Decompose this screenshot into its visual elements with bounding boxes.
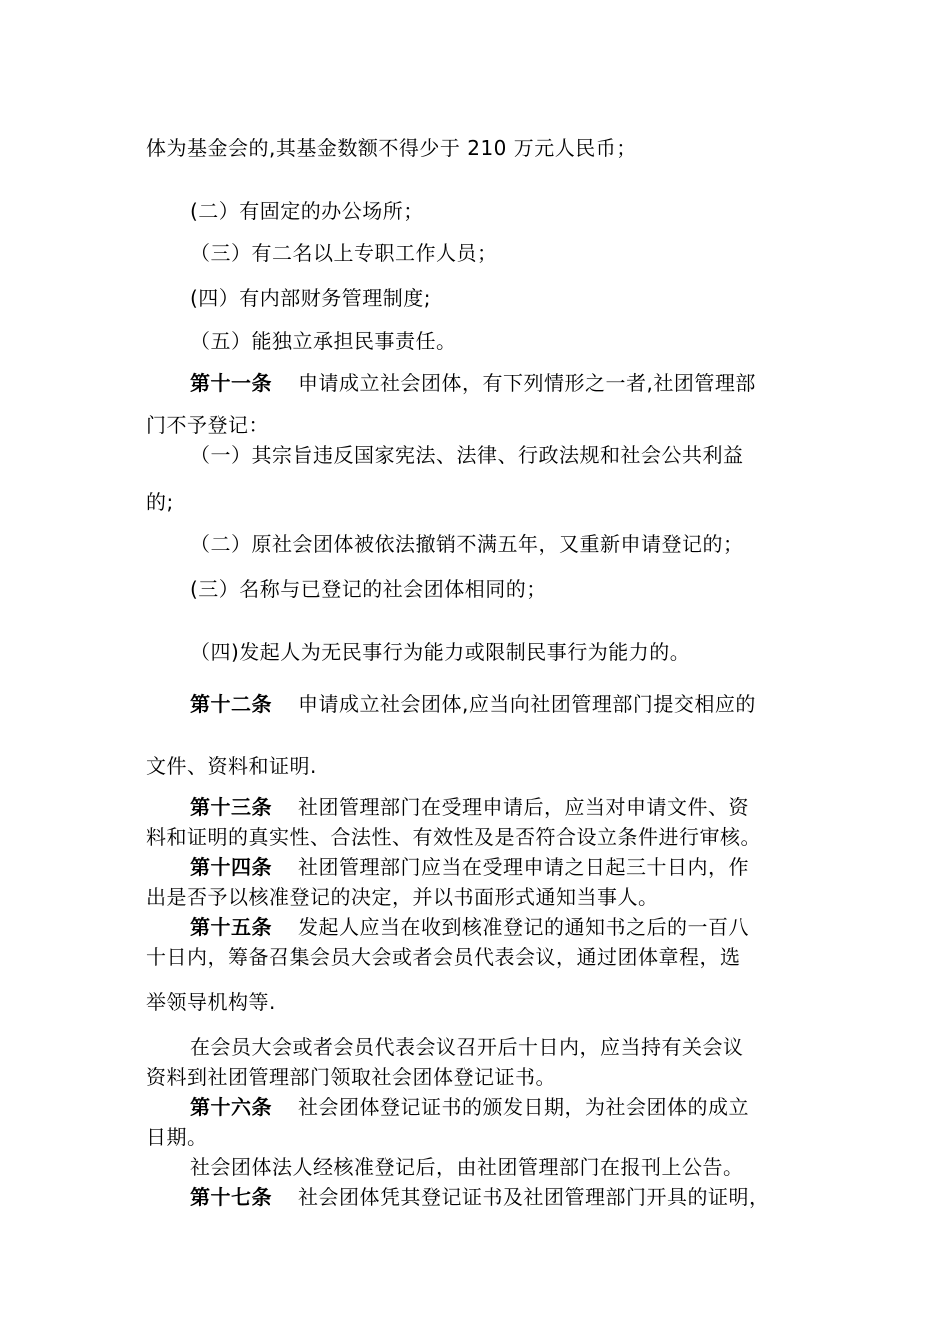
line-text: (四）有内部财务管理制度; bbox=[190, 286, 432, 310]
text-line bbox=[146, 134, 637, 162]
article-heading: 第十五条 bbox=[190, 915, 272, 939]
line-text: 体为基金会的,其基金数额不得少于 210 万元人民币； bbox=[146, 136, 637, 160]
line-text: （一）其宗旨违反国家宪法、法律、行政法规和社会公共利益 bbox=[190, 443, 744, 467]
article-line bbox=[190, 690, 756, 718]
article-line bbox=[190, 913, 749, 941]
text-line bbox=[146, 988, 276, 1016]
line-text: 发起人应当在收到核准登记的通知书之后的一百八 bbox=[298, 915, 749, 939]
article-line bbox=[190, 853, 749, 881]
line-text: 文件、资料和证明. bbox=[146, 754, 317, 778]
line-text: 在会员大会或者会员代表会议召开后十日内，应当持有关会议 bbox=[190, 1035, 744, 1059]
list-item bbox=[190, 327, 457, 355]
list-item bbox=[190, 530, 744, 558]
text-line bbox=[146, 883, 659, 911]
list-item bbox=[190, 239, 498, 267]
text-line bbox=[146, 411, 269, 439]
article-heading: 第十一条 bbox=[190, 371, 272, 395]
line-text: （四)发起人为无民事行为能力或限制民事行为能力的。 bbox=[190, 640, 691, 664]
line-text: 十日内，筹备召集会员大会或者会员代表会议，通过团体章程，选 bbox=[146, 945, 741, 969]
text-line bbox=[146, 823, 761, 851]
line-text: （五）能独立承担民事责任。 bbox=[190, 329, 457, 353]
list-item bbox=[190, 575, 547, 603]
line-text: （二）原社会团体被依法撤销不满五年，又重新申请登记的； bbox=[190, 532, 744, 556]
text-line bbox=[146, 1123, 208, 1151]
line-text: 日期。 bbox=[146, 1125, 208, 1149]
line-text: 社会团体登记证书的颁发日期，为社会团体的成立 bbox=[298, 1095, 749, 1119]
article-heading: 第十六条 bbox=[190, 1095, 272, 1119]
line-text: 社会团体法人经核准登记后，由社团管理部门在报刊上公告。 bbox=[190, 1155, 744, 1179]
line-text: 门不予登记： bbox=[146, 413, 269, 437]
line-text: (三）名称与已登记的社会团体相同的； bbox=[190, 577, 547, 601]
list-item bbox=[190, 441, 744, 469]
line-text: （三）有二名以上专职工作人员； bbox=[190, 241, 498, 265]
article-line bbox=[190, 1093, 749, 1121]
text-line bbox=[146, 488, 174, 516]
text-line bbox=[190, 1033, 744, 1061]
line-text: 资料到社团管理部门领取社会团体登记证书。 bbox=[146, 1065, 556, 1089]
line-text: 出是否予以核准登记的决定，并以书面形式通知当事人。 bbox=[146, 885, 659, 909]
line-text: 社团管理部门应当在受理申请之日起三十日内，作 bbox=[298, 855, 749, 879]
line-text: 举领导机构等. bbox=[146, 990, 276, 1014]
text-line bbox=[146, 1063, 556, 1091]
line-text: 社团管理部门在受理申请后，应当对申请文件、资 bbox=[298, 795, 749, 819]
list-item bbox=[190, 638, 690, 666]
article-heading: 第十二条 bbox=[190, 692, 272, 716]
article-heading: 第十四条 bbox=[190, 855, 272, 879]
text-line bbox=[190, 1153, 744, 1181]
text-line bbox=[146, 752, 317, 780]
article-heading: 第十七条 bbox=[190, 1185, 272, 1209]
line-text: 社会团体凭其登记证书及社团管理部门开具的证明， bbox=[298, 1185, 770, 1209]
article-line bbox=[190, 1183, 770, 1211]
article-line bbox=[190, 793, 749, 821]
text-line bbox=[146, 943, 741, 971]
article-heading: 第十三条 bbox=[190, 795, 272, 819]
list-item bbox=[190, 284, 431, 312]
list-item bbox=[190, 197, 424, 225]
line-text: 料和证明的真实性、合法性、有效性及是否符合设立条件进行审核。 bbox=[146, 825, 761, 849]
line-text: 的; bbox=[146, 490, 174, 514]
line-text: 申请成立社会团体,应当向社团管理部门提交相应的 bbox=[298, 692, 756, 716]
article-line bbox=[190, 369, 756, 397]
line-text: (二）有固定的办公场所； bbox=[190, 199, 424, 223]
line-text: 申请成立社会团体，有下列情形之一者,社团管理部 bbox=[298, 371, 756, 395]
